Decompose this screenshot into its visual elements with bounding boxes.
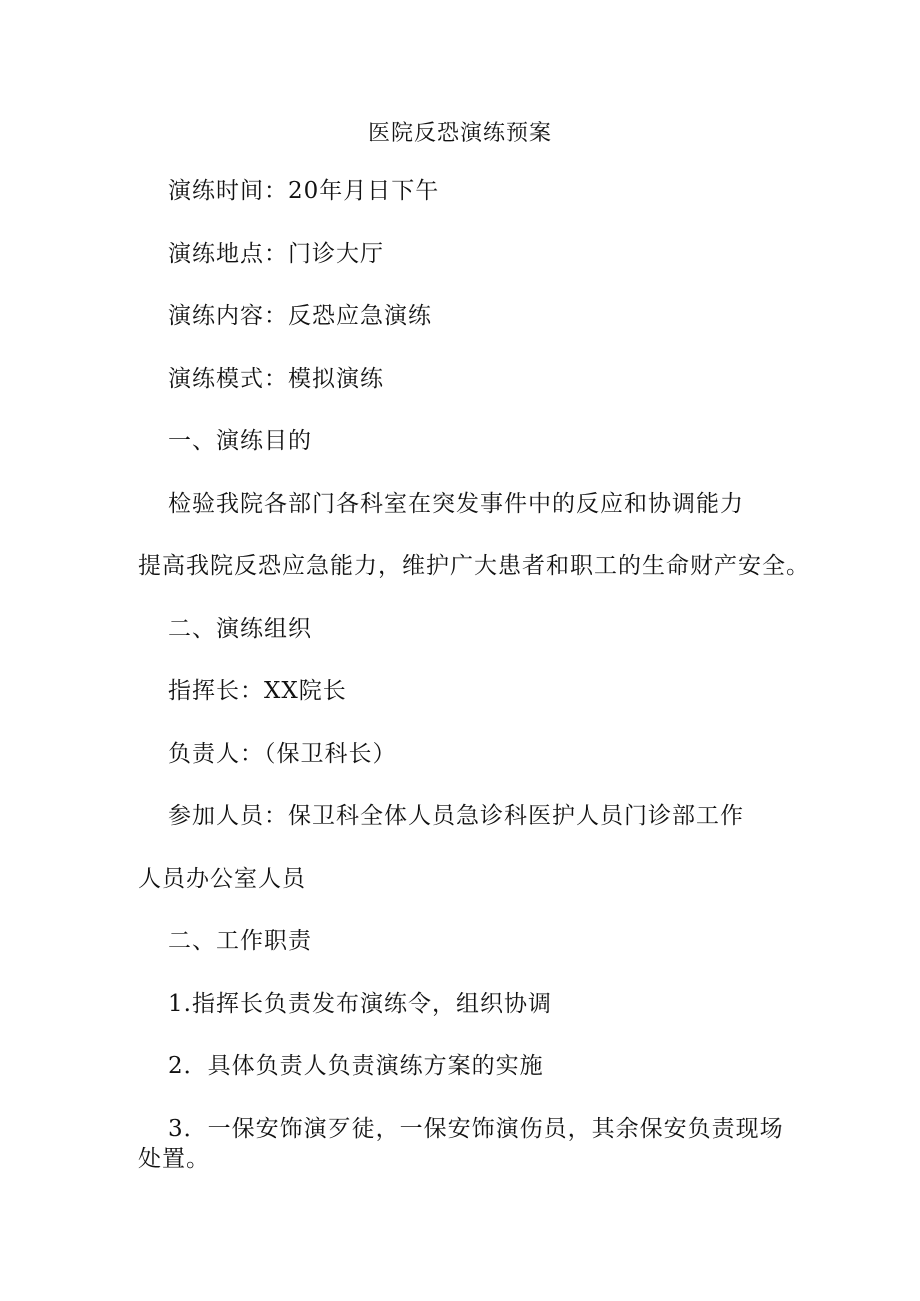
purpose-paragraph-line-1: 检验我院各部门各科室在突发事件中的反应和协调能力 xyxy=(168,491,744,517)
purpose-paragraph-line-2: 提高我院反恐应急能力，维护广大患者和职工的生命财产安全。 xyxy=(138,553,810,579)
duty-item-2: 2．具体负责人负责演练方案的实施 xyxy=(168,1053,544,1079)
section-heading-organization: 二、演练组织 xyxy=(168,616,312,642)
participants-line-2: 人员办公室人员 xyxy=(138,866,306,892)
drill-time: 演练时间：20年月日下午 xyxy=(168,178,440,204)
drill-mode: 演练模式：模拟演练 xyxy=(168,366,384,392)
drill-content: 演练内容：反恐应急演练 xyxy=(168,303,432,329)
document-title: 医院反恐演练预案 xyxy=(367,121,552,146)
commander-line: 指挥长：XX院长 xyxy=(168,678,347,704)
duty-item-3: 3．一保安饰演歹徒，一保安饰演伤员，其余保安负责现场处置。 xyxy=(138,1116,784,1172)
drill-location: 演练地点：门诊大厅 xyxy=(168,241,384,267)
section-heading-purpose: 一、演练目的 xyxy=(168,428,312,454)
section-heading-duties: 二、工作职责 xyxy=(168,928,312,954)
person-in-charge-line: 负责人：（保卫科长） xyxy=(168,741,397,767)
duty-item-1: 1.指挥长负责发布演练令，组织协调 xyxy=(168,991,552,1017)
participants-line-1: 参加人员：保卫科全体人员急诊科医护人员门诊部工作 xyxy=(168,803,744,829)
